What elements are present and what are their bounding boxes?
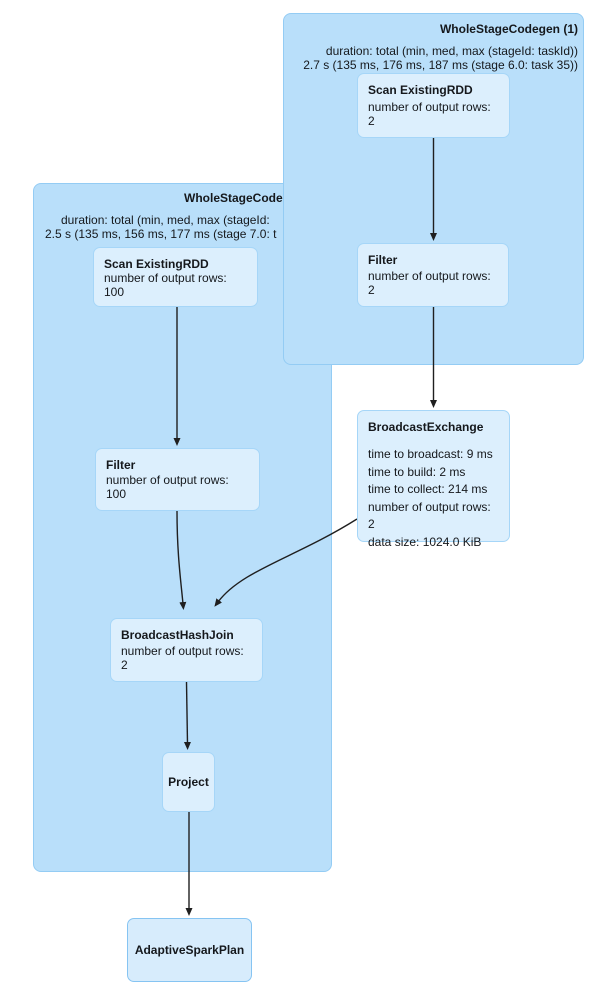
node-title: Filter	[106, 458, 136, 472]
node-scan-existingrdd-2[interactable]	[93, 247, 258, 307]
cluster-2-duration-value: 2.5 s (135 ms, 156 ms, 177 ms (stage 7.0: t	[45, 227, 277, 241]
node-title: Scan ExistingRDD	[104, 257, 209, 271]
node-broadcast-hash-join[interactable]	[110, 618, 263, 682]
node-metric-data-size: data size: 1024.0 KiB	[368, 534, 482, 549]
cluster-wholestagecodegen-1[interactable]	[283, 13, 584, 365]
cluster-2-title: WholeStageCode	[184, 191, 283, 205]
node-broadcast-exchange[interactable]	[357, 410, 510, 549]
cluster-1-duration-label: duration: total (min, med, max (stageId: taskId))	[325, 44, 578, 58]
node-title: Filter	[368, 253, 398, 267]
cluster-2-duration-label: duration: total (min, med, max (stageId:	[61, 213, 270, 227]
node-title: Project	[168, 775, 209, 789]
node-metric-time-to-broadcast: time to broadcast: 9 ms	[368, 447, 493, 461]
node-adaptive-spark-plan[interactable]	[127, 918, 252, 982]
node-filter-2[interactable]	[95, 448, 260, 511]
node-metric-output-rows: number of output rows: 2	[368, 269, 491, 297]
node-project[interactable]	[162, 752, 215, 812]
node-title: Scan ExistingRDD	[368, 83, 473, 97]
node-filter-1[interactable]	[357, 243, 509, 307]
node-metric-output-rows: number of output rows: 2	[368, 100, 491, 128]
cluster-1-title: WholeStageCodegen (1)	[439, 22, 578, 36]
node-title: BroadcastExchange	[368, 420, 484, 434]
node-metric-time-to-collect: time to collect: 214 ms	[368, 482, 488, 496]
node-metric-output-rows: number of output rows: 100	[106, 473, 229, 501]
node-metric-output-rows: number of output rows: 2	[121, 644, 244, 672]
node-metric-output-rows: number of output rows: 2	[368, 499, 491, 531]
cluster-1-duration-value: 2.7 s (135 ms, 176 ms, 187 ms (stage 6.0: task 35))	[303, 58, 578, 72]
node-title: AdaptiveSparkPlan	[134, 943, 245, 957]
node-title: BroadcastHashJoin	[121, 628, 234, 642]
node-metric-time-to-build: time to build: 2 ms	[368, 464, 466, 479]
node-metric-output-rows: number of output rows: 100	[104, 271, 227, 299]
node-scan-existingrdd-1[interactable]	[357, 73, 510, 138]
